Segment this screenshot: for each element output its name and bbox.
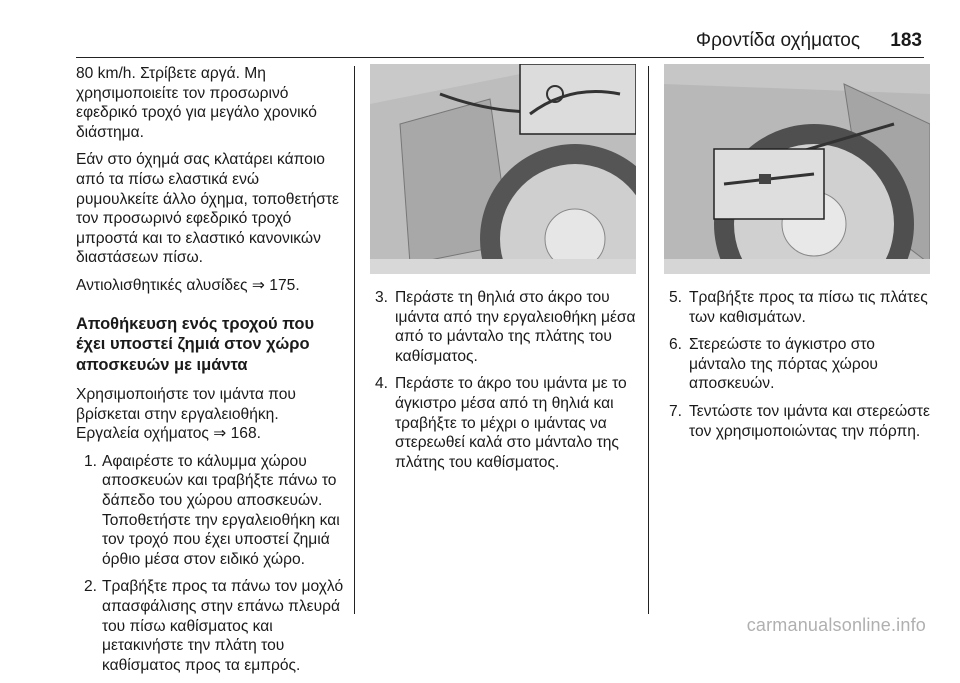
column-2 [370,64,640,480]
step-text: Τραβήξτε προς τα πάνω τον μοχλό απασφάλισης στην επάνω πλευρά του πίσω καθίσματος και μετακινήστε την πλάτη του καθίσματος προς τα εμπρός. [102,578,344,674]
chapter-title: Φροντίδα οχήματος [695,30,860,51]
list-item [664,402,934,441]
header-rule [76,57,924,58]
step-number: 2. [84,578,98,596]
page-number: 183 [890,30,922,51]
step-text: Περάστε το άκρο του ιμάντα με το άγκιστρο μέσα από τη θηλιά και τραβήξτε το μέχρι ο ιμάντας να στερεωθεί καλά στο μάνταλο της πλάτης του καθίσματος. [395,375,627,471]
step-text: Τεντώστε τον ιμάντα και στερεώστε τον χρησιμοποιώντας την πόρπη. [689,402,930,440]
paragraph-speed-warning: 80 km/h. Στρίβετε αργά. Μη χρησιμοποιείτε τον προσωρινό εφεδρικό τροχό για μεγάλο χρονικό διάστημα. [76,65,317,141]
column-divider [648,66,649,614]
steps-list-2 [370,288,640,472]
step-number: 6. [669,336,683,354]
step-text: Στερεώστε το άγκιστρο στο μάνταλο της πόρτας χώρου αποσκευών. [689,336,878,393]
illustration-strap-loop [370,64,636,274]
paragraph-strap-tools: Χρησιμοποιήστε τον ιμάντα που βρίσκεται στην εργαλειοθήκη. Εργαλεία οχήματος ⇒ 168. [76,386,296,443]
list-item [370,374,640,472]
list-item [76,452,346,570]
watermark: carmanualsonline.info [746,615,926,635]
paragraph-rear-tire: Εάν στο όχημά σας κλατάρει κάποιο από τα πίσω ελαστικά ενώ ρυμουλκείτε άλλο όχημα, τοποθετήστε τον προσωρινό εφεδρικό τροχό μπροστά και το ελαστικό κανονικών διαστάσεων πίσω. [76,151,339,267]
step-text: Περάστε τη θηλιά στο άκρο του ιμάντα από την εργαλειοθήκη μέσα από το μάνταλο της πλάτης του καθίσματος. [395,289,636,365]
list-item [370,288,640,366]
illustration-strap-hook [664,64,930,274]
steps-list-3 [664,288,934,441]
page-header [0,0,960,58]
step-text: Αφαιρέστε το κάλυμμα χώρου αποσκευών και τραβήξτε πάνω το δάπεδο του χώρου αποσκευών. Τοποθετήστε την εργαλειοθήκη και τον τροχό που έχει υποστεί ζημιά όρθιο μέσα στον ειδικό χώρο. [102,452,340,568]
list-item [664,288,934,327]
step-number: 1. [84,452,98,470]
column-3 [664,64,934,449]
list-item [664,335,934,394]
step-number: 7. [669,402,683,420]
step-number: 4. [375,375,389,393]
step-text: Τραβήξτε προς τα πίσω τις πλάτες των καθισμάτων. [689,289,928,326]
section-heading: Αποθήκευση ενός τροχού που έχει υποστεί ζημιά στον χώρο αποσκευών με ιμάντα [76,314,315,374]
step-number: 3. [375,289,389,306]
step-number: 5. [669,289,683,306]
paragraph-snow-chains-ref: Αντιολισθητικές αλυσίδες ⇒ 175. [76,276,300,294]
column-divider [354,66,355,614]
list-item [76,577,346,675]
column-1 [76,64,346,683]
